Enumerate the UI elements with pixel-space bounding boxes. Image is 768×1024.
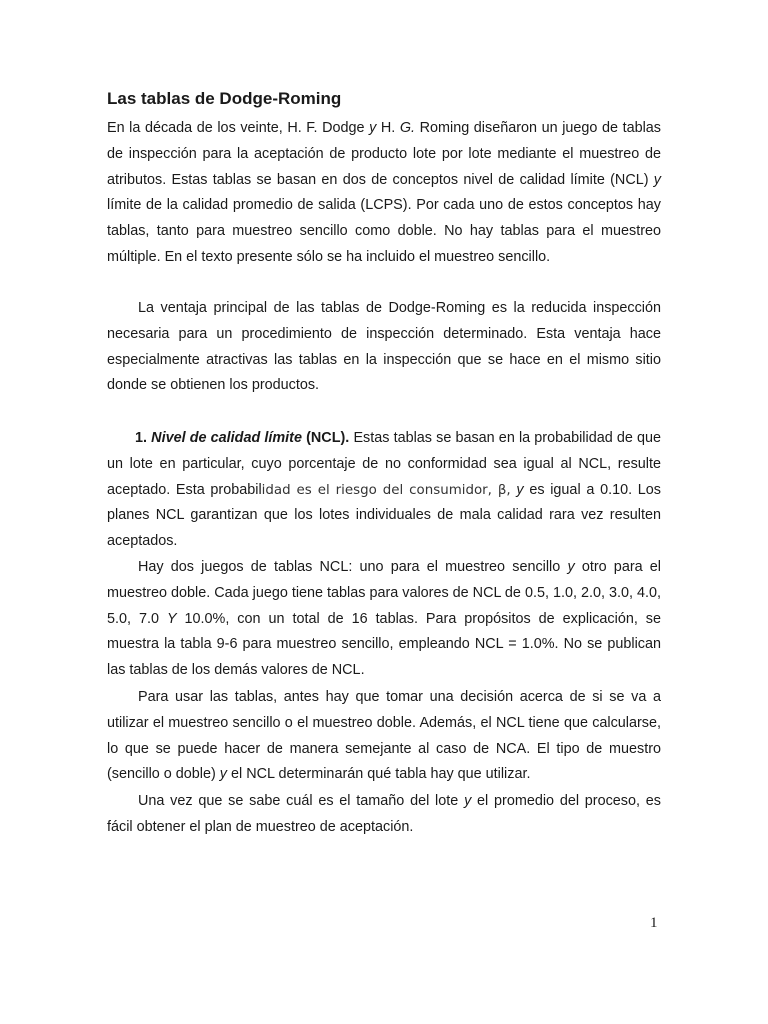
italic-run: y [369, 120, 377, 136]
italic-run: y [653, 171, 661, 188]
text-run: otro para el muestreo doble. Cada juego tiene tablas para valores de NCL de 0.5, 1.0, 2.0, 3.0, 4.0, 5.0, 7.0 [107, 559, 661, 627]
text-run: el NCL determinarán qué tabla hay que utilizar. [227, 766, 531, 783]
text-run: Estas tablas se basan en la probabilidad de que un lote en particular, cuyo porcentaje de no conformidad sea igual al NCL, resulte aceptado. Esta probabil [107, 430, 662, 498]
text-run: el promedio del proceso, es fácil obtener el plan de muestreo de aceptación. [107, 793, 661, 835]
text-run: 10.0%, con un total de 16 tablas. Para propósitos de explicación, se muestra la tabla 9-6 para muestreo sencillo, empleando NCL = 1.0%. No se publican las tablas de los demás valores de NCL. [107, 610, 661, 679]
paragraph-usage [107, 685, 661, 788]
italic-run: y [219, 766, 227, 783]
list-number: 1. [135, 430, 148, 446]
paragraph-intro [107, 116, 661, 271]
italic-run: y [464, 793, 472, 809]
text-run-alt-font: idad es el riesgo del consumidor, β, [261, 482, 511, 498]
paragraph-ncl-sets [107, 555, 661, 684]
text-run: Hay dos juegos de tablas NCL: uno para el muestreo sencillo [138, 559, 568, 575]
text-run: Para usar las tablas, antes hay que tomar una decisión acerca de si se va a utilizar el muestreo sencillo o el muestreo doble. Además, el NCL tiene que calcularse, lo que se puede hacer de manera semejante al caso de NCA. El tipo de muestro (sencillo o doble) [107, 689, 661, 783]
paragraph-ncl [107, 426, 661, 555]
text-run: H. [376, 120, 400, 136]
italic-run: G. [399, 120, 416, 136]
ncl-heading: Nivel de calidad límite [151, 430, 302, 446]
page-number: 1 [650, 915, 658, 931]
text-run: límite de la calidad promedio de salida (LCPS). Por cada uno de estos conceptos hay tablas, tanto para muestreo sencillo como doble. No hay tablas para el muestreo múltiple. En el texto presente sólo se ha incluido el muestreo sencillo. [107, 197, 661, 265]
italic-run: y [516, 481, 524, 498]
paragraph-conclusion [107, 789, 661, 841]
italic-run: Y [166, 610, 177, 627]
paragraph-advantage: La ventaja principal de las tablas de Dodge-Roming es la reducida inspección necesaria para un procedimiento de inspección determinado. Esta ventaja hace especialmente atractivas las tablas en la inspección que se hace en el mismo sitio donde se obtienen los productos. [107, 300, 661, 394]
section-title: Las tablas de Dodge-Roming [107, 89, 342, 108]
text-run: En la década de los veinte, H. F. Dodge [107, 120, 370, 136]
text-run: Una vez que se sabe cuál es el tamaño del lote [138, 793, 465, 809]
text-run: Roming diseñaron un juego de tablas de inspección para la aceptación de producto lote por lote mediante el muestreo de atributos. Estas tablas se basan en dos de conceptos nivel de calidad límite (NCL) [107, 120, 661, 188]
italic-run: y [567, 559, 575, 575]
ncl-abbreviation: (NCL). [306, 430, 350, 446]
text-run: es igual a 0.10. Los planes NCL garantizan que los lotes individuales de mala calidad rara vez resulten aceptados. [107, 481, 661, 550]
